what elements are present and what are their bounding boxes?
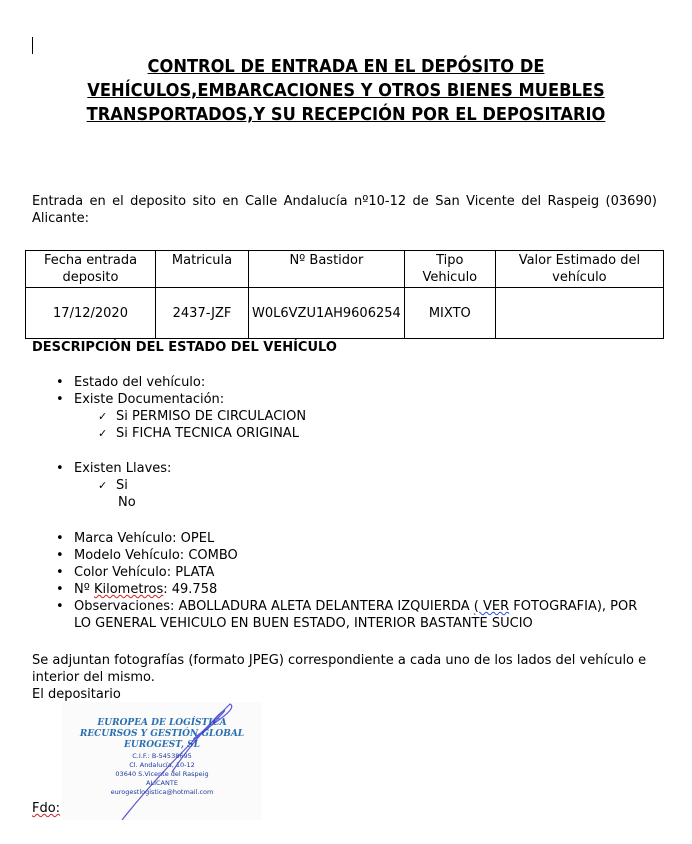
check-item-si: ✓ Si [98,478,128,493]
section-title: DESCRIPCIÓN DEL ESTADO DEL VEHÍCULO [32,340,337,355]
header-matricula: Matricula [156,251,249,288]
title-line-1: CONTROL DE ENTRADA EN EL DEPÓSITO DE [147,57,545,77]
details-list [0,530,692,632]
cell-matricula: 2437-JZF [156,288,249,339]
documentation-list [0,374,692,442]
cell-tipo: MIXTO [404,288,495,339]
vehicle-table [25,250,664,339]
option-no: No [118,495,136,510]
cell-bastidor: W0L6VZU1AH9606254 [249,288,405,339]
list-item-observaciones: • Observaciones: ABOLLADURA ALETA DELANTERA IZQUIERDA ( VER FOTOGRAFIA), POR LO GENERAL VEHICULO EN BUEN ESTADO, INTERIOR BASTANTE SUCIO [0,598,644,632]
checkmark-icon: ✓ [98,479,108,492]
check-item-permiso: ✓ Si PERMISO DE CIRCULACION [98,409,307,424]
list-item-documentacion: • Existe Documentación: [0,391,692,408]
document-title [24,55,668,127]
check-item-ficha: ✓ Si FICHA TECNICA ORIGINAL [98,426,299,441]
handwritten-signature [62,702,262,820]
table-row [26,288,664,339]
cell-fecha: 17/12/2020 [26,288,156,339]
title-line-3: TRANSPORTADOS,Y SU RECEPCIÓN POR EL DEPOSITARIO [86,105,606,125]
company-stamp-signature: EUROPEA DE LOGÍSTICA RECURSOS Y GESTIÓN GLOBAL EUROGEST, SL C.I.F.: B-54538695 Cl. Andalucía, 10-12 03640 S.Vicente del Raspeig ALICANTE eurogestlogistica@hotmail.com [62,702,262,820]
checkmark-icon: ✓ [98,427,108,440]
header-valor: Valor Estimado del vehículo [495,251,663,288]
cell-valor [495,288,663,339]
title-line-2: VEHÍCULOS,EMBARCACIONES Y OTROS BIENES MUEBLES [87,81,605,101]
list-item-marca: • Marca Vehículo: OPEL [0,530,692,547]
table-header-row [26,251,664,288]
header-bastidor: Nº Bastidor [249,251,405,288]
header-fecha: Fecha entrada deposito [26,251,156,288]
list-item-estado: • Estado del vehículo: [0,374,692,391]
signer-label: El depositario [32,687,121,702]
signature-label: Fdo: [32,801,61,816]
text-cursor [32,37,33,54]
keys-list [0,460,692,511]
checkmark-icon: ✓ [98,410,108,423]
list-item-modelo: • Modelo Vehículo: COMBO [0,547,692,564]
list-item-color: • Color Vehículo: PLATA [0,564,692,581]
header-tipo: Tipo Vehiculo [404,251,495,288]
list-item-kilometros: • Nº Kilometros: 49.758 [0,581,692,598]
deposit-address-paragraph: Entrada en el deposito sito en Calle Andalucía nº10-12 de San Vicente del Raspeig (03690) Alicante: [32,194,657,226]
photos-note: Se adjuntan fotografías (formato JPEG) correspondiente a cada uno de los lados del vehículo e interior del mismo. [32,653,647,685]
list-item-llaves: • Existen Llaves: [0,460,692,477]
